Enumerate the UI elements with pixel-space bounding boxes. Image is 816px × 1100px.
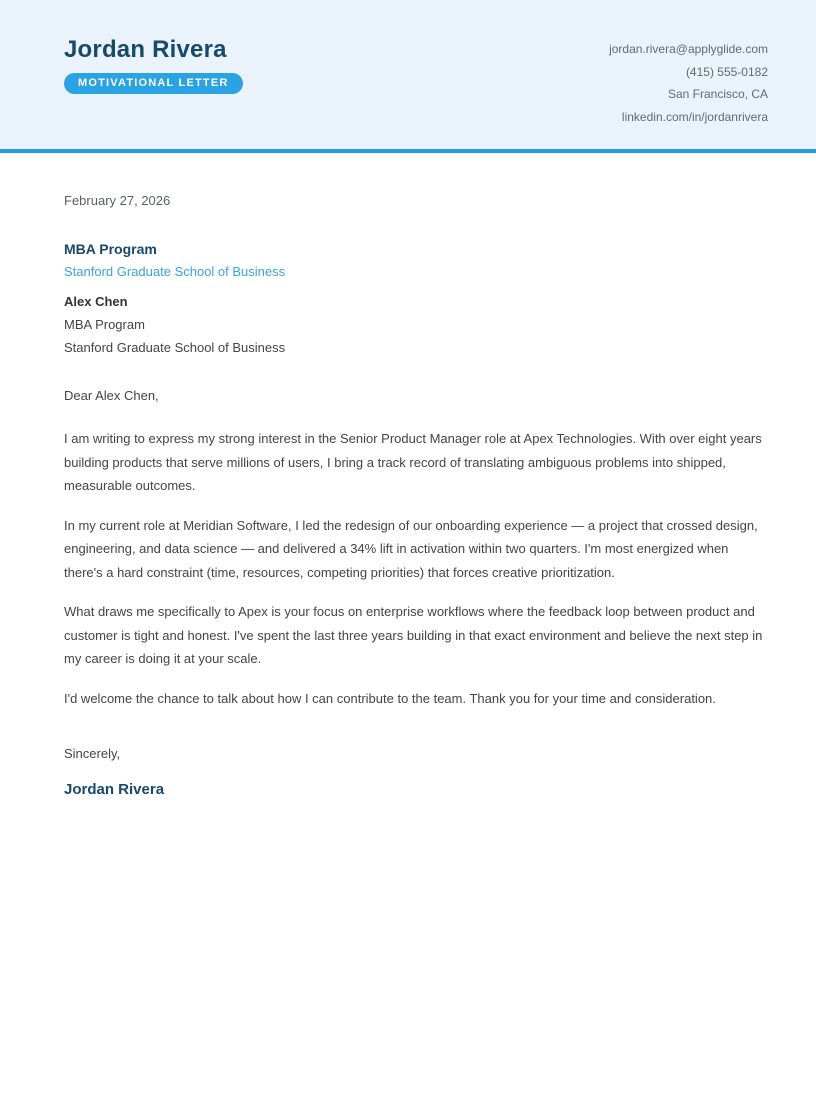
contact-info [609,36,768,149]
recipient-program: MBA Program [64,317,145,332]
contact-phone: (415) 555-0182 [685,64,768,79]
signature-name: Jordan Rivera [64,781,165,798]
greeting: Dear Alex Chen, [64,388,159,403]
letter-header [0,0,816,153]
recipient-program-title: MBA Program [64,241,157,257]
body-paragraph-1: I am writing to express my strong interest in the Senior Product Manager role at Apex Technologies. With over eight years building products that serve millions of users, I bring a track record of translating ambiguous problems into shipped, measurable outcomes. [64,431,762,493]
contact-location: San Francisco, CA [667,87,768,102]
letter-date: February 27, 2026 [64,193,171,208]
applicant-name: Jordan Rivera [64,36,227,63]
body-paragraph-3: What draws me specifically to Apex is your focus on enterprise workflows where the feedback loop between product and customer is tight and honest. I've spent the last three years building in that exact environment and believe the next step in my career is doing it at your scale. [64,604,763,666]
body-paragraph-2: In my current role at Meridian Software, I led the redesign of our onboarding experience — a project that crossed design, engineering, and data science — and delivered a 34% lift in activation within two quarters. I'm most energized when there's a hard constraint (time, resources, competing priorities) that forces creative prioritization. [64,517,758,580]
contact-linkedin: linkedin.com/in/jordanrivera [621,109,768,124]
recipient-name: Alex Chen [64,294,128,309]
recipient-school: Stanford Graduate School of Business [64,340,286,355]
letter-body [0,153,816,801]
contact-email: jordan.rivera@applyglide.com [609,42,768,56]
body-paragraph-4: I'd welcome the chance to talk about how I can contribute to the team. Thank you for your time and consideration. [64,690,716,706]
document-type-badge: MOTIVATIONAL LETTER [64,73,243,94]
header-identity [64,36,243,149]
recipient-address-block [64,290,768,359]
recipient-organization-block [64,239,768,282]
recipient-institution-link[interactable]: Stanford Graduate School of Business [64,264,286,279]
signoff: Sincerely, [64,746,121,761]
